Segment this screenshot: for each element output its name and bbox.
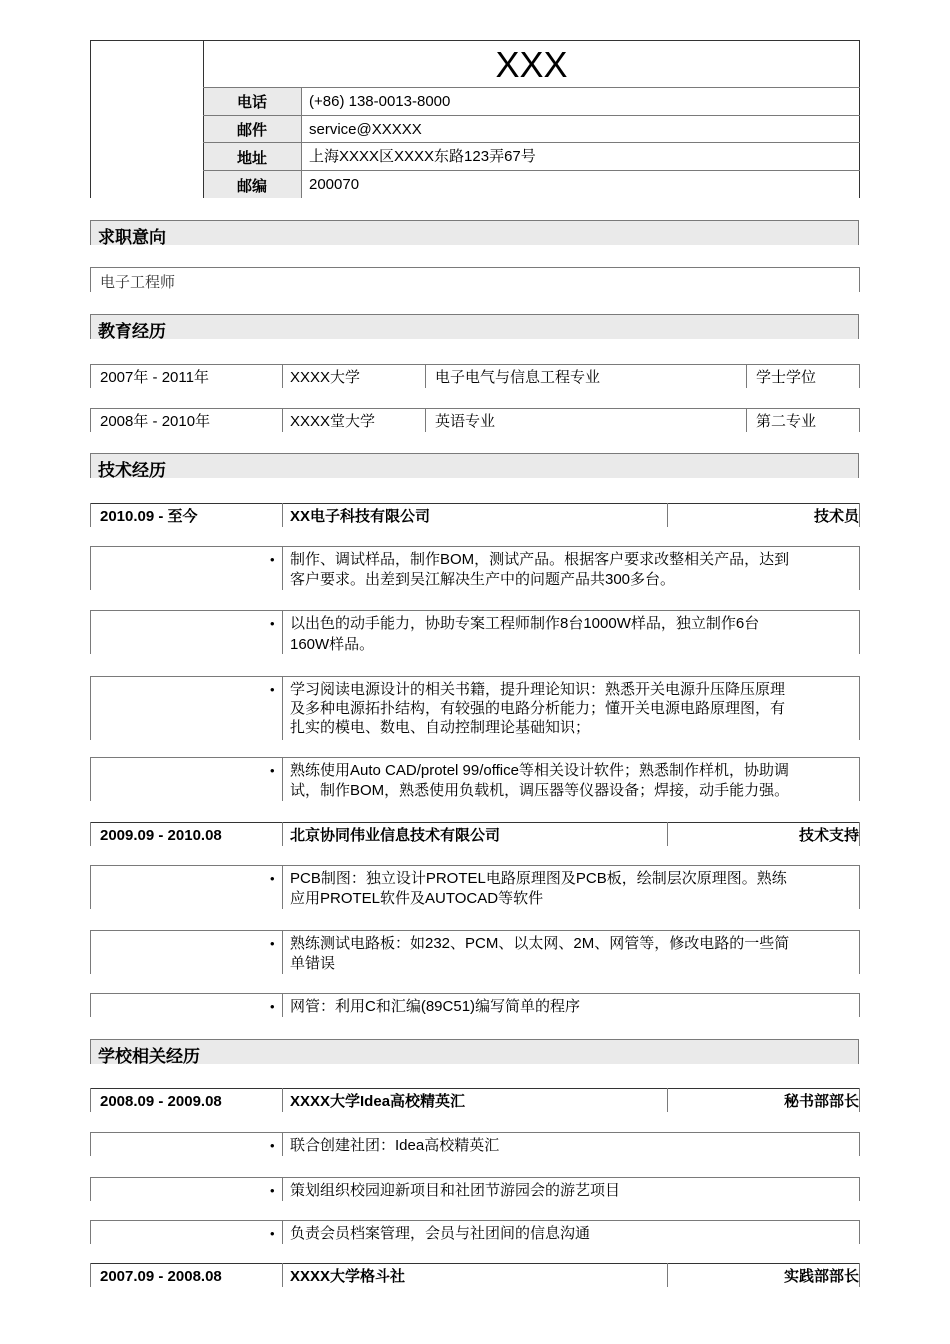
- contact-value-address: 上海XXXX区XXXX东路123弄67号: [309, 148, 536, 165]
- job-item-line: 160W样品。: [290, 636, 375, 653]
- job-role: 技术员: [813, 508, 859, 525]
- job-period: 2007.09 - 2008.08: [100, 1268, 222, 1285]
- photo-area: [91, 41, 203, 198]
- job-item-line: 联合创建社团：Idea高校精英汇: [290, 1137, 500, 1154]
- bullet: •: [270, 682, 275, 697]
- education-degree: 第二专业: [756, 413, 817, 430]
- bullet: •: [270, 871, 275, 886]
- bullet: •: [270, 552, 275, 567]
- job-org: XXXX大学格斗社: [290, 1268, 406, 1285]
- section-objective-header: [90, 220, 859, 245]
- education-degree: 学士学位: [756, 369, 817, 386]
- bullet: •: [270, 1183, 275, 1198]
- bullet: •: [270, 936, 275, 951]
- job-item-line: 学习阅读电源设计的相关书籍，提升理论知识：熟悉开关电源升压降压原理: [290, 681, 786, 698]
- job-period: 2008.09 - 2009.08: [100, 1093, 222, 1110]
- job-item-line: 试，制作BOM，熟悉使用负载机，调压器等仪器设备；焊接，动手能力强。: [290, 782, 790, 799]
- job-role: 秘书部部长: [783, 1093, 859, 1110]
- job-period: 2009.09 - 2010.08: [100, 827, 222, 844]
- education-major: 电子电气与信息工程专业: [435, 369, 601, 386]
- section-title: 学校相关经历: [98, 1047, 200, 1066]
- contact-label-zip: 邮编: [237, 178, 268, 195]
- job-item-line: 客户要求。出差到吴江解决生产中的问题产品共300多台。: [290, 571, 676, 588]
- job-item-line: 熟练测试电路板：如232、PCM、以太网、2M、网管等，修改电路的一些简: [290, 935, 790, 952]
- job-item-line: PCB制图：独立设计PROTEL电路原理图及PCB板，绘制层次原理图。熟练: [290, 870, 787, 887]
- education-school: XXXX大学: [290, 369, 361, 386]
- candidate-name: XXX: [495, 44, 568, 85]
- bullet: •: [270, 616, 275, 631]
- job-org: XXXX大学Idea高校精英汇: [290, 1093, 466, 1110]
- job-role: 实践部部长: [783, 1268, 859, 1285]
- objective-text: 电子工程师: [100, 274, 176, 291]
- job-role: 技术支持: [798, 827, 859, 844]
- section-title: 求职意向: [98, 228, 166, 247]
- job-period: 2010.09 - 至今: [100, 508, 198, 525]
- section-school-header: [90, 1039, 859, 1064]
- contact-label-address: 地址: [237, 150, 268, 167]
- job-item-line: 扎实的模电、数电、自动控制理论基础知识；: [290, 719, 591, 736]
- job-org: XX电子科技有限公司: [290, 508, 431, 525]
- job-item-line: 熟练使用Auto CAD/protel 99/office等相关设计软件；熟悉制作样机，协助调: [290, 762, 789, 779]
- bullet: •: [270, 1138, 275, 1153]
- contact-value-zip: 200070: [309, 176, 360, 193]
- bullet: •: [270, 763, 275, 778]
- bullet: •: [270, 1226, 275, 1241]
- job-item-line: 应用PROTEL软件及AUTOCAD等软件: [290, 890, 544, 907]
- education-school: XXXX堂大学: [290, 413, 376, 430]
- section-title: 教育经历: [98, 322, 166, 341]
- job-org: 北京协同伟业信息技术有限公司: [290, 827, 501, 844]
- job-item-line: 负责会员档案管理，会员与社团间的信息沟通: [290, 1225, 591, 1242]
- job-item-line: 网管：利用C和汇编(89C51)编写简单的程序: [290, 998, 581, 1015]
- job-item-line: 以出色的动手能力，协助专案工程师制作8台1000W样品，独立制作6台: [290, 615, 760, 632]
- contact-label-email: 邮件: [237, 122, 268, 139]
- section-education-header: [90, 314, 859, 339]
- education-period: 2007年 - 2011年: [100, 369, 209, 386]
- contact-value-email: service@XXXXX: [309, 121, 422, 138]
- education-major: 英语专业: [435, 413, 496, 430]
- bullet: •: [270, 999, 275, 1014]
- job-item-line: 及多种电源拓扑结构，有较强的电路分析能力；懂开关电源电路原理图，有: [290, 700, 786, 717]
- education-period: 2008年 - 2010年: [100, 413, 211, 430]
- job-item-line: 策划组织校园迎新项目和社团节游园会的游艺项目: [290, 1182, 621, 1199]
- job-item-line: 制作、调试样品，制作BOM，测试产品。根据客户要求改整相关产品，达到: [290, 551, 790, 568]
- section-title: 技术经历: [98, 461, 166, 480]
- job-item-line: 单错误: [290, 955, 336, 972]
- contact-label-phone: 电话: [237, 94, 268, 111]
- contact-value-phone: (+86) 138-0013-8000: [309, 93, 451, 110]
- section-tech-header: [90, 453, 859, 478]
